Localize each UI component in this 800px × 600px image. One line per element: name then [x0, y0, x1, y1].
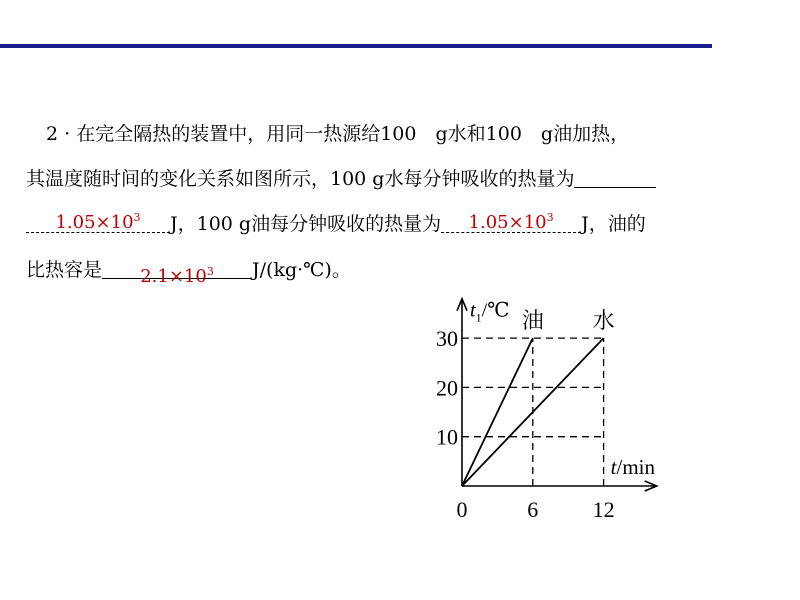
- question-line-3-end: J，油的: [581, 213, 646, 235]
- series-label-water: 水: [592, 308, 615, 334]
- y-axis-label: $t_1/℃$: [470, 299, 510, 325]
- x-tick-label-6: 6: [527, 497, 539, 522]
- y-tick-label-10: 10: [436, 424, 458, 450]
- origin-label: 0: [456, 497, 468, 522]
- series-line-oil: [462, 338, 533, 486]
- question-line-4-end: J/(kg·℃)。: [252, 259, 351, 281]
- y-tick-label-20: 20: [436, 375, 458, 401]
- answer-oil-specific-heat: $2.1\times 10^3$: [140, 265, 214, 287]
- question-line-4-start: 比热容是: [26, 259, 103, 281]
- series-label-oil: 油: [521, 308, 544, 334]
- y-tick-label-30: 30: [436, 326, 458, 352]
- x-axis-label: t/min: [610, 455, 656, 479]
- answer-oil-heat: $1.05\times 10^3$: [468, 211, 554, 233]
- x-tick-label-12: 12: [592, 497, 615, 522]
- question-line-1: 2 · 在完全隔热的装置中，用同一热源给100 g水和100 g油加热，: [46, 123, 630, 145]
- question-line-3-mid: J，100 g油每分钟吸收的热量为: [170, 213, 442, 235]
- answer-water-heat: $1.05\times 10^3$: [55, 211, 141, 233]
- question-line-2-text: 其温度随时间的变化关系如图所示，100 g水每分钟吸收的热量为: [26, 168, 575, 190]
